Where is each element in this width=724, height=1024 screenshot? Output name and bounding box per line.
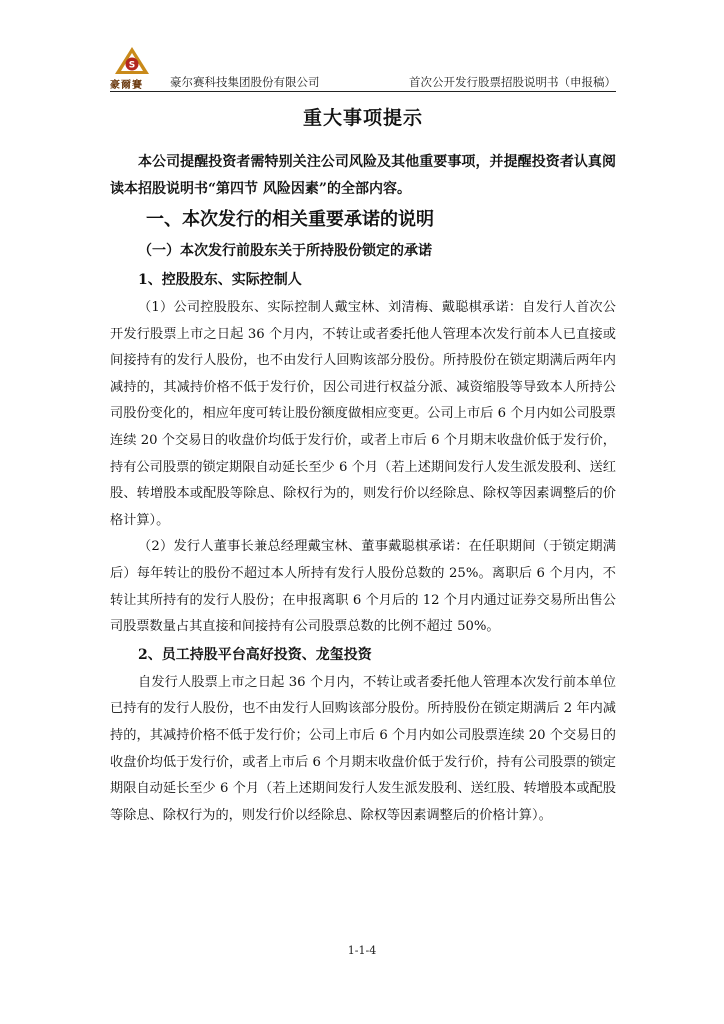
header-divider [110, 91, 616, 92]
company-name: 豪尔赛科技集团股份有限公司 [170, 75, 320, 89]
subsection-heading: （一）本次发行前股东关于所持股份锁定的承诺 [138, 243, 432, 259]
svg-text:S: S [128, 60, 136, 71]
page-title: 重大事项提示 [302, 107, 423, 129]
page-number: 1-1-4 [347, 944, 377, 957]
page-content [110, 102, 616, 829]
company-logo-icon [114, 46, 150, 76]
logo-text: 豪爾賽 [110, 80, 143, 91]
intro-paragraph: 本公司提醒投资者需特别关注公司风险及其他重要事项，并提醒投资者认真阅读本招股说明书“第四节 风险因素”的全部内容。 [110, 154, 616, 197]
section-heading: 一、本次发行的相关重要承诺的说明 [146, 209, 434, 230]
page-header [110, 44, 616, 94]
item-heading-employee-platform: 2、员工持股平台高好投资、龙玺投资 [138, 646, 372, 663]
paragraph-item1-1: （1）公司控股股东、实际控制人戴宝林、刘清梅、戴聪棋承诺：自发行人首次公开发行股票上市之日起 36 个月内，不转让或者委托他人管理本次发行前本人已直接或间接持有的发行人股份，也不由发行人回购该部分股份。所持股份在锁定期满后两年内减持的，其减持价格不低于发行价，因公司进行权益分派、减资缩股等导致本人所持公司股份变化的，相应年度可转让股份额度做相应变更。公司上市后 6 个月内如公司股票连续 20 个交易日的收盘价均低于发行价，或者上市后 6 个月期末收盘价低于发行价，持有公司股票的锁定期限自动延长至少 6 个月（若上述期间发行人发生派发股利、送红股、转增股本或配股等除息、除权行为的，则发行价以经除息、除权等因素调整后的价格计算）。 [110, 300, 616, 528]
paragraph-item2-1: 自发行人股票上市之日起 36 个月内，不转让或者委托他人管理本次发行前本单位已持有的发行人股份，也不由发行人回购该部分股份。所持股份在锁定期满后 2 年内减持的，其减持价格不低于发行价；公司上市后 6 个月内如公司股票连续 20 个交易日的收盘价均低于发行价，或者上市后 6 个月期末收盘价低于发行价，持有公司股票的锁定期限自动延长至少 6 个月（若上述期间发行人发生派发股利、送红股、转增股本或配股等除息、除权行为的，则发行价以经除息、除权等因素调整后的价格计算）。 [110, 674, 616, 823]
document-title: 首次公开发行股票招股说明书（申报稿） [409, 75, 616, 89]
paragraph-item1-2: （2）发行人董事长兼总经理戴宝林、董事戴聪棋承诺：在任职期间（于锁定期满后）每年转让的股份不超过本人所持有发行人股份总数的 25%。离职后 6 个月内，不转让其所持有的发行人股份；在申报离职 6 个月后的 12 个月内通过证券交易所出售公司股票数量占其直接和间接持有公司股票总数的比例不超过 50%。 [110, 539, 616, 635]
item-heading-controlling-shareholder: 1、控股股东、实际控制人 [138, 272, 302, 288]
